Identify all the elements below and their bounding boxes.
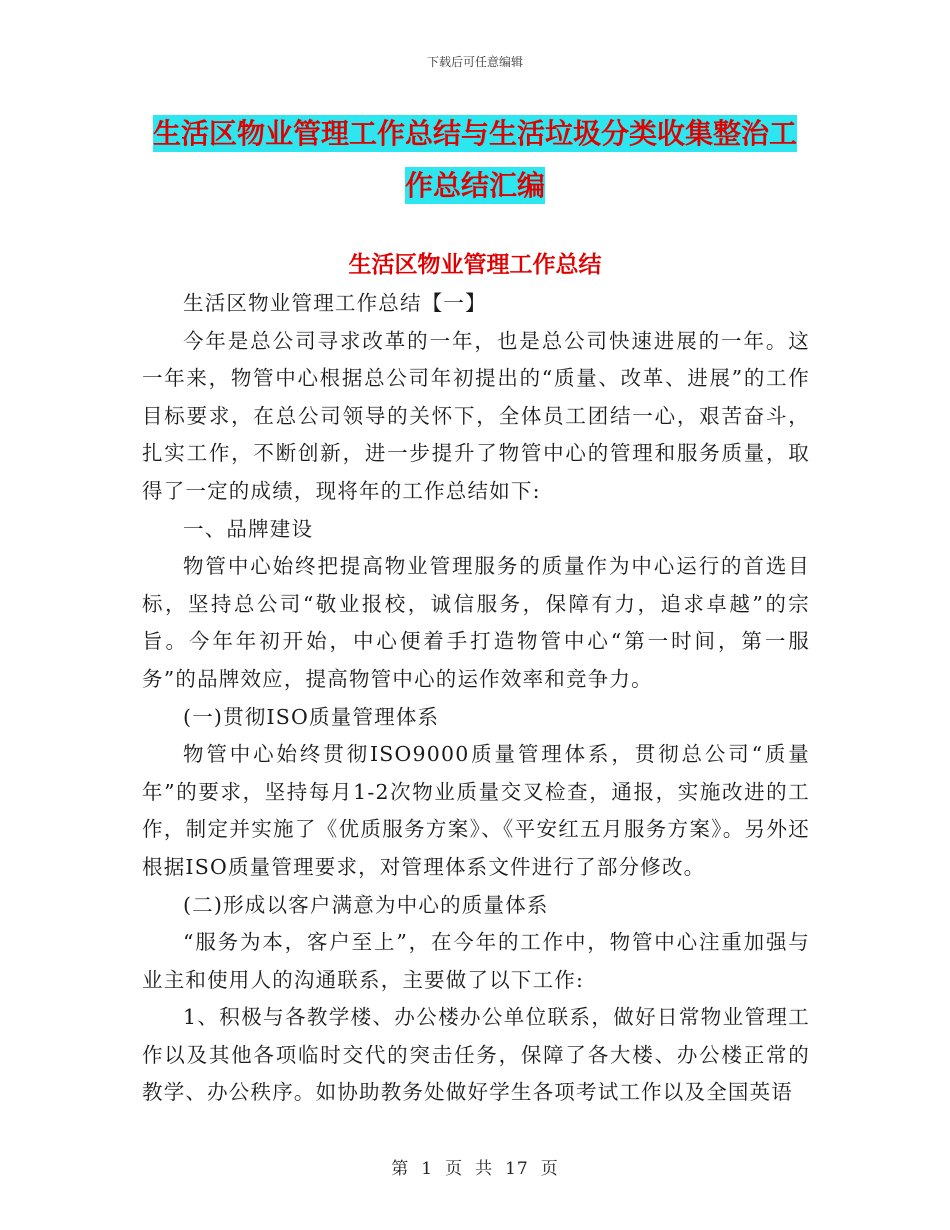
current-page-number: 1: [421, 1159, 434, 1179]
paragraph-subheading: 生活区物业管理工作总结【一】: [183, 291, 487, 315]
footer-label-page: 第: [391, 1159, 410, 1179]
footer-label-unit: 页: [445, 1159, 464, 1179]
page-footer: [0, 1154, 950, 1179]
paragraph-heading: (二)形成以客户满意为中心的质量体系: [183, 892, 549, 917]
document-title-text: 生活区物业管理工作总结与生活垃圾分类收集整治工作总结汇编: [152, 117, 797, 202]
paragraph: 今年是总公司寻求改革的一年，也是总公司快速进展的一年。这一年来，物管中心根据总公司年初提出的“质量、改革、进展”的工作目标要求，在总公司领导的关怀下，全体员工团结一心，艰苦奋斗，扎实工作，不断创新，进一步提升了物管中心的管理和服务质量，取得了一定的成绩，现将年的工作总结如下:: [142, 328, 810, 503]
document-body: [142, 285, 810, 1112]
paragraph-heading: (一)贯彻ISO质量管理体系: [183, 704, 440, 729]
paragraph: 物管中心始终贯彻ISO9000质量管理体系，贯彻总公司“质量年”的要求，坚持每月1-2次物业质量交叉检查，通报，实施改进的工作，制定并实施了《优质服务方案》、《平安红五月服务方案》。另外还根据ISO质量管理要求，对管理体系文件进行了部分修改。: [142, 742, 810, 879]
paragraph: 1、积极与各教学楼、办公楼办公单位联系，做好日常物业管理工作以及其他各项临时交代的突击任务，保障了各大楼、办公楼正常的教学、办公秩序。如协助教务处做好学生各项考试工作以及全国英语: [142, 1005, 810, 1105]
document-title: [140, 108, 810, 212]
paragraph-heading: 一、品牌建设: [183, 516, 314, 541]
paragraph: 物管中心始终把提高物业管理服务的质量作为中心运行的首选目标，坚持总公司“敬业报校，诚信服务，保障有力，追求卓越”的宗旨。今年年初开始，中心便着手打造物管中心“第一时间，第一服务”的品牌效应，提高物管中心的运作效率和竞争力。: [142, 554, 810, 691]
paragraph: “服务为本，客户至上”，在今年的工作中，物管中心注重加强与业主和使用人的沟通联系，主要做了以下工作:: [142, 930, 810, 992]
footer-label-total: 共: [475, 1159, 494, 1179]
page-header-note: 下载后可任意编辑: [426, 55, 523, 69]
footer-label-unit2: 页: [540, 1159, 559, 1179]
total-pages-number: 17: [505, 1159, 529, 1179]
section-title: 生活区物业管理工作总结: [348, 252, 602, 278]
